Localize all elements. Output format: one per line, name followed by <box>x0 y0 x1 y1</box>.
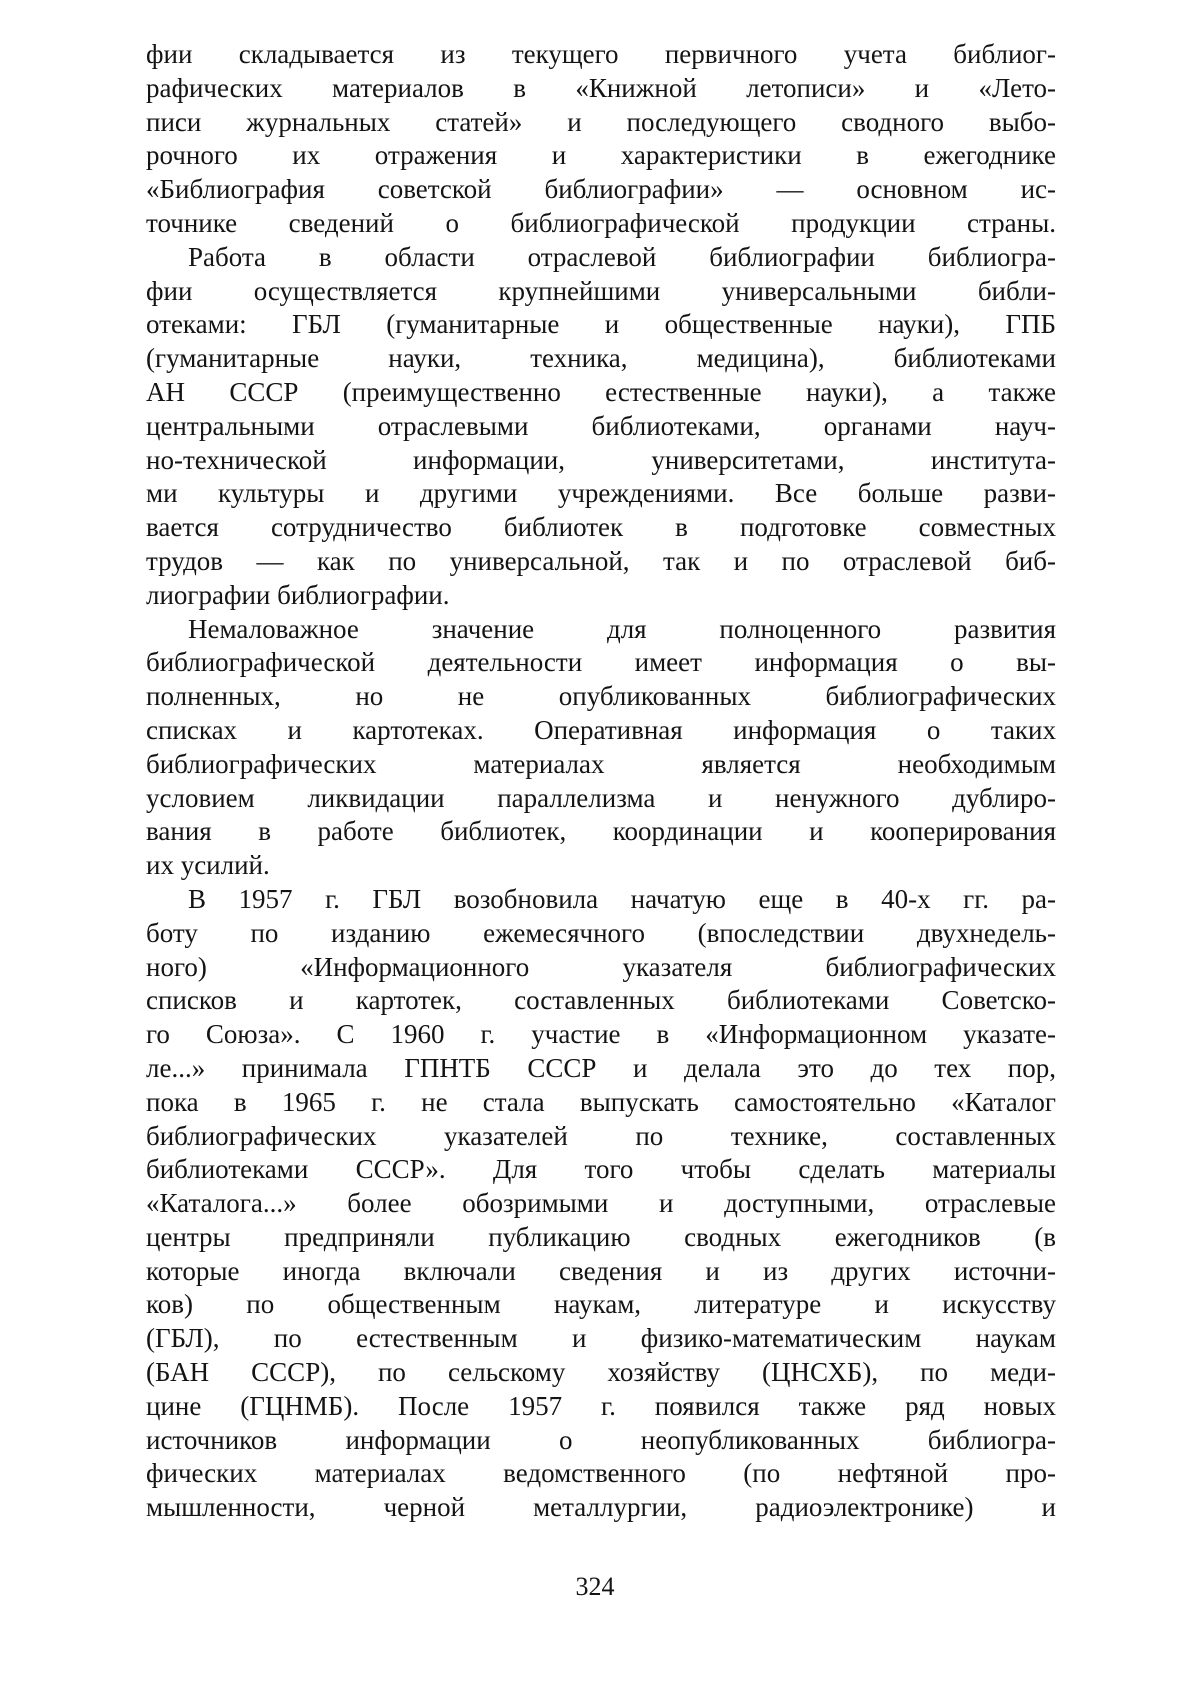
text-line: трудов — как по универсальной, так и по отраслевой биб- <box>146 545 1056 576</box>
text-line: их усилий. <box>146 850 270 881</box>
text-line: рафических материалов в «Книжной летописи» и «Лето- <box>146 72 1056 103</box>
text-line: ков) по общественным наукам, литературе и искусству <box>146 1289 1056 1320</box>
text-line: но-технической информации, университетами, института- <box>146 444 1056 475</box>
text-line: (БАН СССР), по сельскому хозяйству (ЦНСХБ), по меди- <box>146 1357 1056 1388</box>
text-line: ле...» принимала ГПНТБ СССР и делала это до тех пор, <box>146 1052 1056 1083</box>
text-line: фии складывается из текущего первичного учета библиог- <box>146 39 1056 69</box>
text-line: «Библиография советской библиографии» — основном ис- <box>146 174 1056 205</box>
body-text <box>146 38 1056 1525</box>
page-number: 324 <box>575 1572 615 1601</box>
text-line: «Каталога...» более обозримыми и доступными, отраслевые <box>146 1188 1056 1219</box>
text-line: В 1957 г. ГБЛ возобновила начатую еще в 40-х гг. ра- <box>188 883 1056 914</box>
text-line: пока в 1965 г. не стала выпускать самостоятельно «Каталог <box>146 1086 1056 1117</box>
text-line: АН СССР (преимущественно естественные науки), а также <box>146 376 1056 407</box>
paragraph <box>146 613 1056 883</box>
text-line: цине (ГЦНМБ). После 1957 г. появился также ряд новых <box>146 1390 1056 1421</box>
text-line: которые иногда включали сведения и из других источни- <box>146 1255 1056 1286</box>
text-line: источников информации о неопубликованных библиогра- <box>146 1424 1056 1455</box>
text-line: центры предприняли публикацию сводных ежегодников (в <box>146 1221 1056 1252</box>
text-line: библиографических материалах является необходимым <box>146 748 1056 779</box>
text-line: полненных, но не опубликованных библиографических <box>146 681 1056 712</box>
text-line: списках и картотеках. Оперативная информация о таких <box>146 714 1056 745</box>
text-line: (гуманитарные науки, техника, медицина), библиотеками <box>146 343 1056 374</box>
text-line: ного) «Информационного указателя библиографических <box>146 951 1056 982</box>
text-line: вается сотрудничество библиотек в подготовке совместных <box>146 512 1056 543</box>
text-line: условием ликвидации параллелизма и ненужного дублиро- <box>146 782 1056 813</box>
text-line: библиотеками СССР». Для того чтобы сделать материалы <box>146 1154 1056 1185</box>
paragraph <box>146 883 1056 1525</box>
text-line: списков и картотек, составленных библиотеками Советско- <box>146 985 1056 1016</box>
text-line: лиографии библиографии. <box>146 579 450 610</box>
text-line: точнике сведений о библиографической продукции страны. <box>146 207 1056 238</box>
text-line: Немаловажное значение для полноценного развития <box>188 613 1056 644</box>
text-line: боту по изданию ежемесячного (впоследствии двухнедель- <box>146 917 1056 948</box>
text-line: фии осуществляется крупнейшими универсальными библи- <box>146 275 1056 306</box>
text-line: мышленности, черной металлургии, радиоэлектронике) и <box>146 1492 1056 1523</box>
text-line: рочного их отражения и характеристики в ежегоднике <box>146 140 1056 171</box>
text-line: вания в работе библиотек, координации и кооперирования <box>146 816 1056 847</box>
text-line: Работа в области отраслевой библиографии библиогра- <box>188 241 1056 272</box>
text-line: писи журнальных статей» и последующего сводного выбо- <box>146 106 1056 137</box>
text-line: центральными отраслевыми библиотеками, органами науч- <box>146 410 1056 441</box>
text-line: ми культуры и другими учреждениями. Все больше разви- <box>146 478 1056 509</box>
text-line: отеками: ГБЛ (гуманитарные и общественные науки), ГПБ <box>146 309 1056 340</box>
text-line: библиографической деятельности имеет информация о вы- <box>146 647 1056 678</box>
text-line: библиографических указателей по технике, составленных <box>146 1120 1056 1151</box>
text-line: фических материалах ведомственного (по нефтяной про- <box>146 1458 1056 1489</box>
paragraph <box>146 241 1056 613</box>
text-line: го Союза». С 1960 г. участие в «Информационном указате- <box>146 1019 1056 1050</box>
text-line: (ГБЛ), по естественным и физико-математическим наукам <box>146 1323 1056 1354</box>
paragraph <box>146 38 1056 241</box>
